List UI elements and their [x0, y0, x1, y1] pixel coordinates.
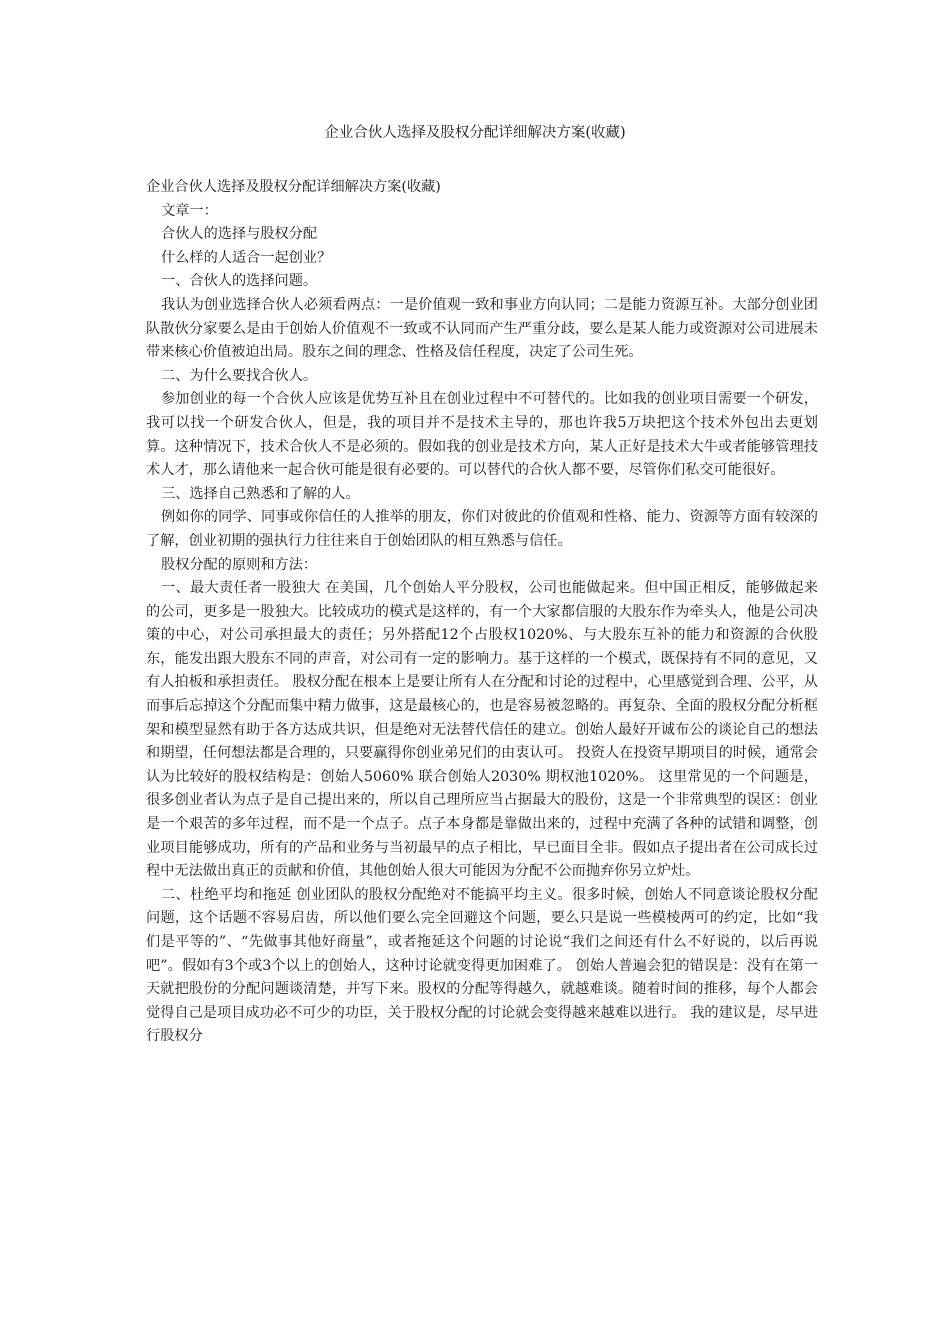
- document-body: [146, 176, 818, 1049]
- paragraph: 股权分配的原则和方法：: [161, 556, 318, 573]
- paragraph: 例如你的同学、同事或你信任的人推举的朋友，你们对彼此的价值观和性格、能力、资源等方面有较深的了解，创业初期的强执行力往往来自于创始团队的相互熟悉与信任。: [146, 509, 818, 549]
- paragraph: 我认为创业选择合伙人必须看两点：一是价值观一致和事业方向认同；二是能力资源互补。大部分创业团队散伙分家要么是由于创始人价值观不一致或不认同而产生严重分歧，要么是某人能力或资源对公司进展未带来核心价值被迫出局。股东之间的理念、性格及信任程度，决定了公司生死。: [146, 296, 818, 361]
- paragraph: 企业合伙人选择及股权分配详细解决方案(收藏): [146, 179, 441, 195]
- paragraph: 一、合伙人的选择问题。: [161, 273, 318, 290]
- paragraph: 合伙人的选择与股权分配: [161, 226, 318, 243]
- document-title: 企业合伙人选择及股权分配详细解决方案(收藏): [324, 125, 626, 141]
- paragraph: 文章一：: [161, 202, 218, 219]
- paragraph: 二、杜绝平均和拖延 创业团队的股权分配绝对不能搞平均主义。很多时候，创始人不同意谈论股权分配问题，这个话题不容易启齿，所以他们要么完全回避这个问题，要么只是说一些模棱两可的约定，比如“我们是平等的”、“先做事其他好商量”，或者拖延这个问题的讨论说“我们之间还有什么不好说的，以后再说吧”。假如有3个或3个以上的创始人，这种讨论就变得更加困难了。 创始人普遍会犯的错误是：没有在第一天就把股份的分配问题谈清楚，并写下来。股权的分配等得越久，就越难谈。随着时间的推移，每个人都会觉得自己是项目成功必不可少的功臣，关于股权分配的讨论就会变得越来越难以进行。 我的建议是，尽早进行股权分: [146, 886, 818, 1045]
- paragraph: 参加创业的每一个合伙人应该是优势互补且在创业过程中不可替代的。比如我的创业项目需要一个研发，我可以找一个研发合伙人，但是，我的项目并不是技术主导的，那也许我5万块把这个技术外包出去更划算。这种情况下，技术合伙人不是必须的。假如我的创业是技术方向，某人正好是技术大牛或者能够管理技术人才，那么请他来一起合伙可能是很有必要的。可以替代的合伙人都不要，尽管你们私交可能很好。: [146, 391, 818, 479]
- paragraph: 什么样的人适合一起创业？: [161, 249, 332, 266]
- paragraph: 二、为什么要找合伙人。: [161, 367, 318, 384]
- paragraph: 一、最大责任者一股独大 在美国，几个创始人平分股权，公司也能做起来。但中国正相反，能够做起来的公司，更多是一股独大。比较成功的模式是这样的，有一个大家都信服的大股东作为牵头人，他是公司决策的中心，对公司承担最大的责任；另外搭配12个占股权1020%、与大股东互补的能力和资源的合伙股东，能发出跟大股东不同的声音，对公司有一定的影响力。基于这样的一个模式，既保持有不同的意见，又有人拍板和承担责任。 股权分配在根本上是要让所有人在分配和讨论的过程中，心里感觉到合理、公平，从而事后忘掉这个分配而集中精力做事，这是最核心的，也是容易被忽略的。再复杂、全面的股权分配分析框架和模型显然有助于各方达成共识，但是绝对无法替代信任的建立。创始人最好开诚布公的谈论自己的想法和期望，任何想法都是合理的，只要赢得你创业弟兄们的由衷认可。 投资人在投资早期项目的时候，通常会认为比较好的股权结构是：创始人5060% 联合创始人2030% 期权池1020%。 这里常见的一个问题是，很多创业者认为点子是自己提出来的，所以自己理所应当占据最大的股份，这是一个非常典型的误区：创业是一个艰苦的多年过程，而不是一个点子。点子本身都是靠做出来的，过程中充满了各种的试错和调整，创业项目能够成功，所有的产品和业务与当初最早的点子相比，早已面目全非。假如点子提出者在公司成长过程中无法做出真正的贡献和价值，其他创始人很大可能因为分配不公而抛弃你另立炉灶。: [146, 580, 818, 880]
- paragraph: 三、选择自己熟悉和了解的人。: [161, 485, 360, 502]
